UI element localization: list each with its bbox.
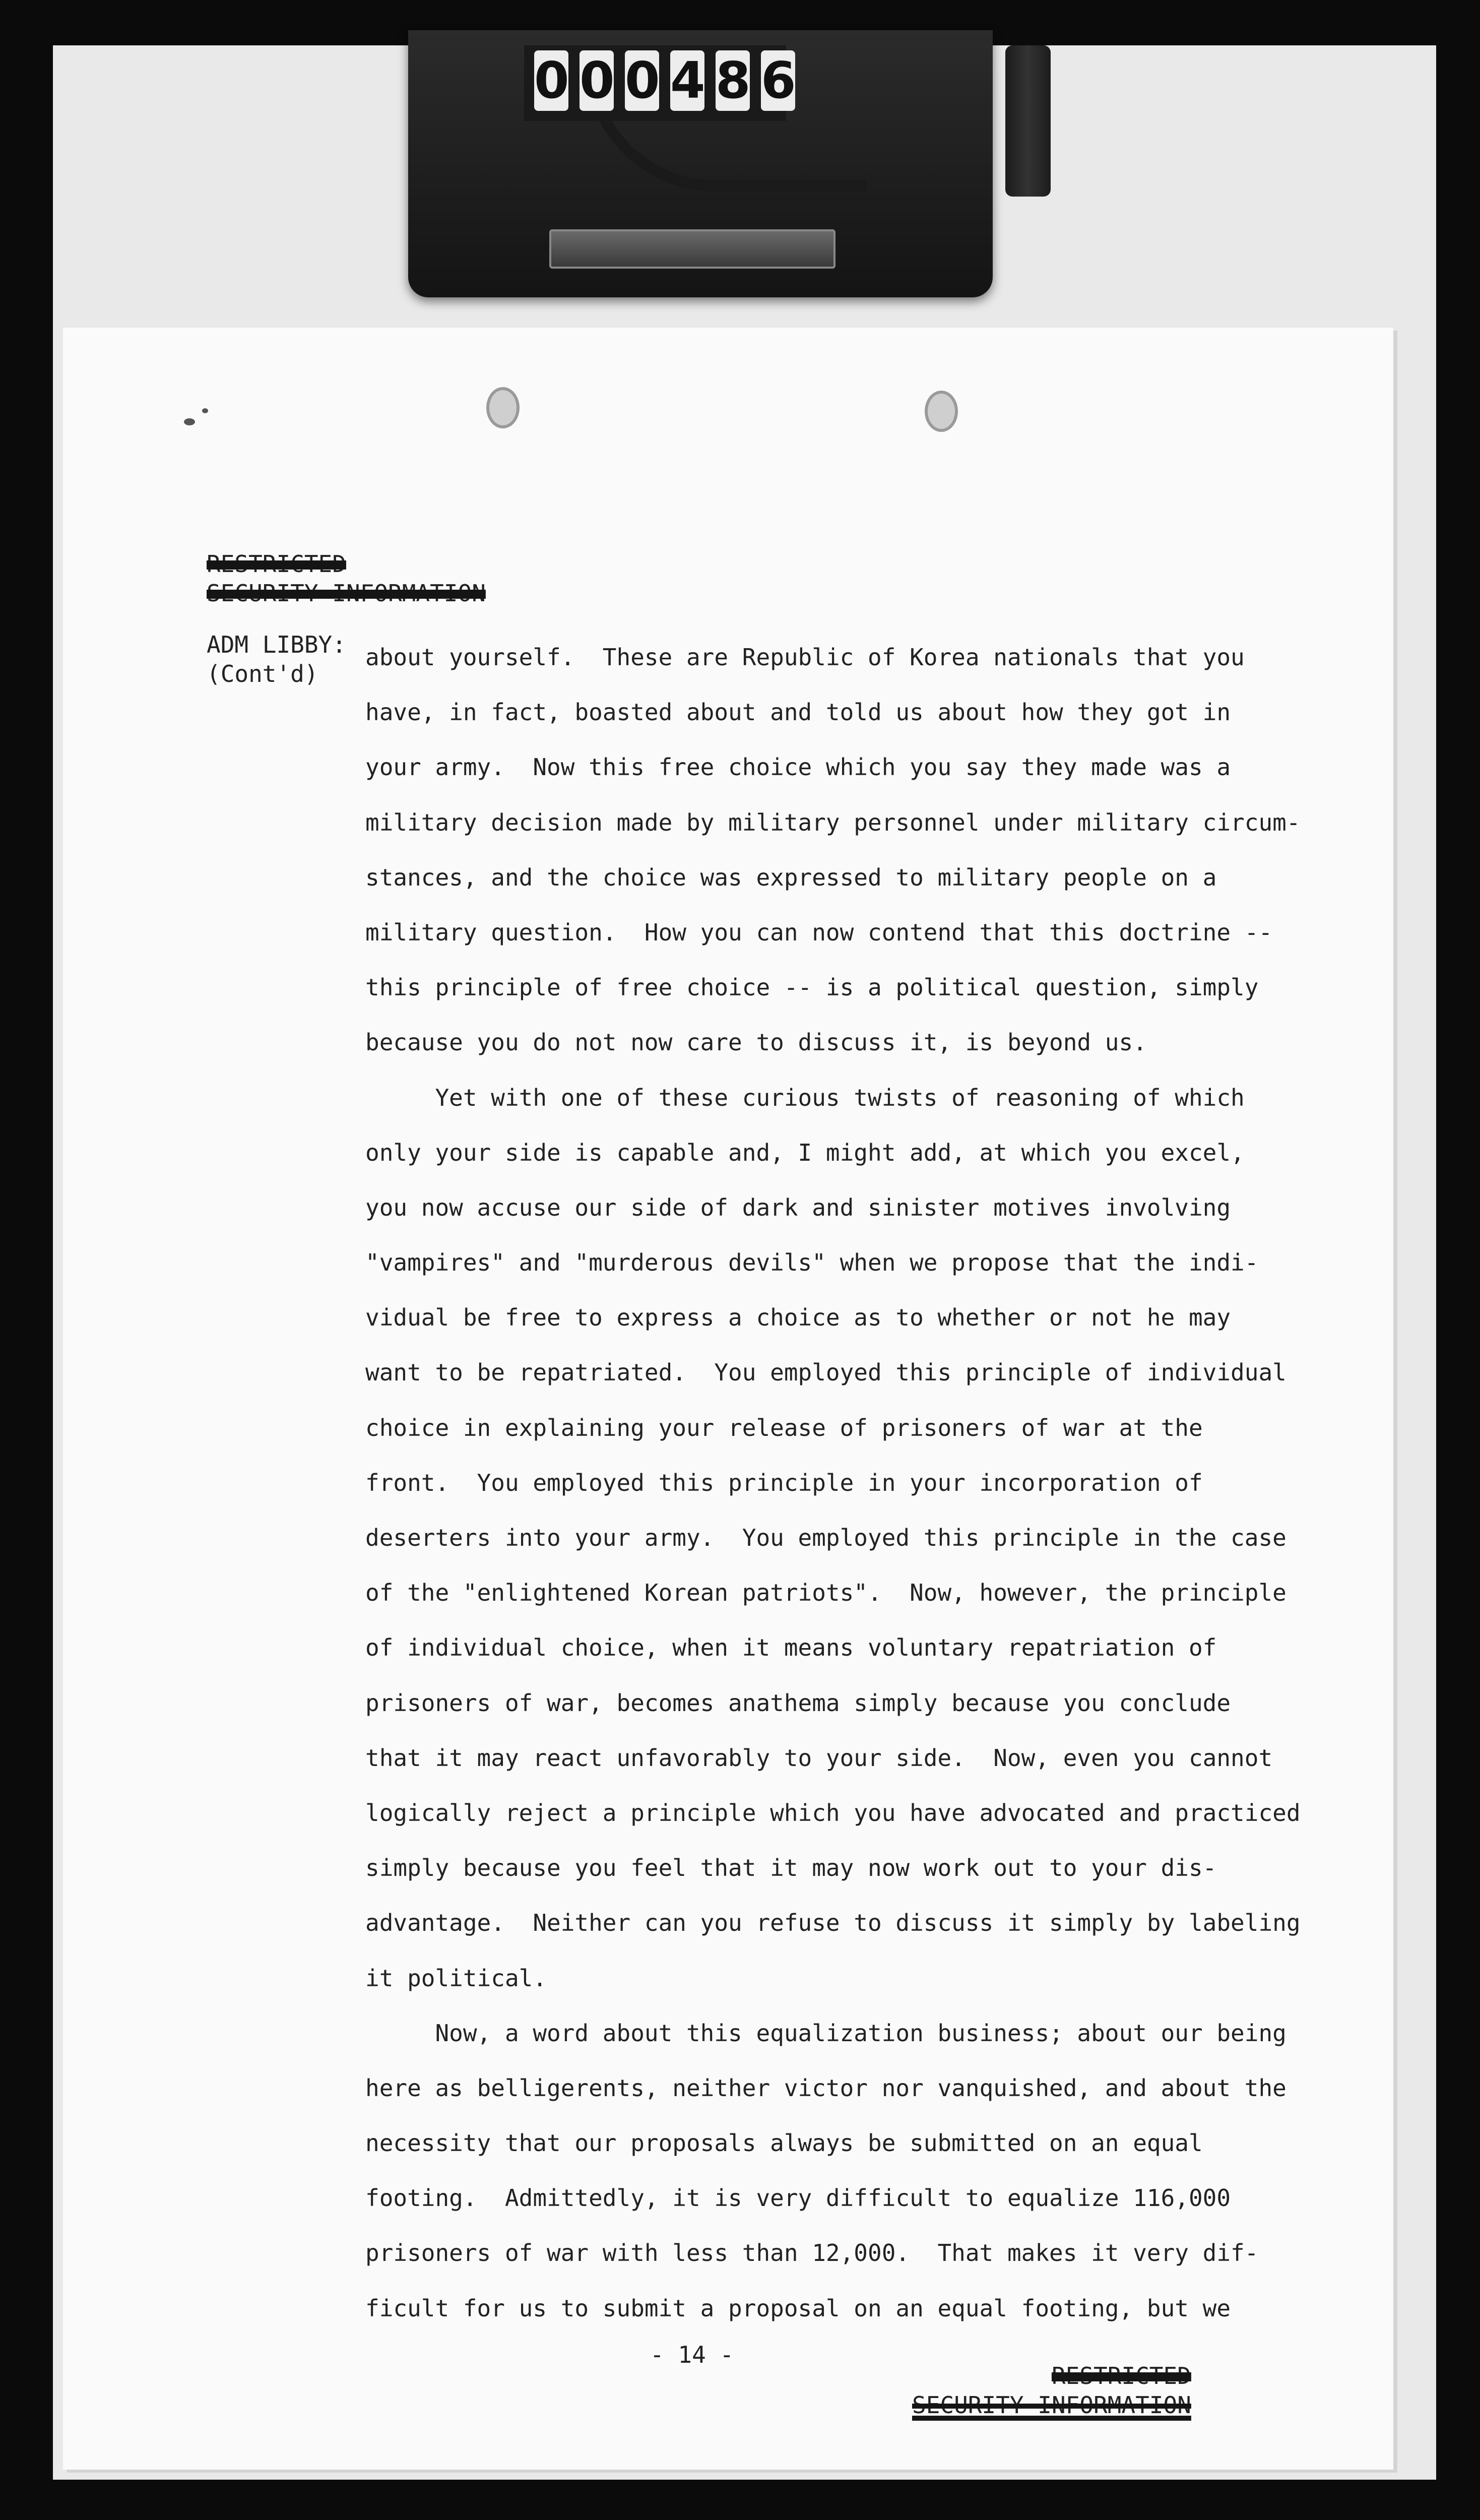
text-line: because you do not now care to discuss it, is beyond us. [365,1029,1147,1056]
text-line: want to be repatriated. You employed this principle of individual [365,1359,1286,1387]
classification-line: RESTRICTED [1051,2362,1191,2389]
text-line: prisoners of war, becomes anathema simply because you conclude [365,1689,1231,1717]
counter-knob [1005,45,1051,197]
text-line: you now accuse our side of dark and sinister motives involving [365,1193,1231,1221]
classification-line: SECURITY INFORMATION [207,580,486,607]
document-page [63,328,1393,2470]
text-line: about yourself. These are Republic of Korea nationals that you [365,644,1245,671]
counter-window [524,45,796,121]
text-line: Yet with one of these curious twists of reasoning of which [365,1084,1245,1111]
page-number: - 14 - [650,2341,734,2368]
text-line: advantage. Neither can you refuse to discuss it simply by labeling [365,1909,1301,1937]
text-line: deserters into your army. You employed this principle in the case [365,1524,1286,1551]
counter-plate [549,229,835,269]
text-line: it political. [365,1964,547,1992]
text-line: of individual choice, when it means voluntary repatriation of [365,1634,1217,1662]
text-line: Now, a word about this equalization business; about our being [365,2019,1286,2047]
punch-hole [486,387,520,428]
text-line: vidual be free to express a choice as to whether or not he may [365,1304,1231,1332]
text-line: ficult for us to submit a proposal on an equal footing, but we [365,2294,1231,2322]
punch-hole [925,391,958,432]
text-line: military decision made by military personnel under military circum- [365,808,1301,836]
text-line: "vampires" and "murderous devils" when we propose that the indi- [365,1249,1259,1277]
text-line: your army. Now this free choice which you say they made was a [365,753,1231,781]
text-line: simply because you feel that it may now work out to your dis- [365,1854,1217,1882]
classification-line: RESTRICTED [207,550,346,578]
text-line: this principle of free choice -- is a political question, simply [365,974,1259,1001]
classification-footer [912,2361,1191,2420]
speck [184,418,195,425]
counter-digit: 0 [534,51,569,110]
text-line: choice in explaining your release of prisoners of war at the [365,1414,1203,1441]
text-line: of the "enlightened Korean patriots". Now, however, the principle [365,1579,1286,1607]
frame-counter [408,30,993,297]
body-text [365,630,1353,2336]
text-line: military question. How you can now contend that this doctrine -- [365,918,1273,946]
text-line: only your side is capable and, I might add, at which you excel, [365,1139,1245,1166]
text-line: have, in fact, boasted about and told us about how they got in [365,699,1231,726]
text-line: necessity that our proposals always be submitted on an equal [365,2129,1203,2157]
text-line: that it may react unfavorably to your side. Now, even you cannot [365,1744,1273,1772]
text-line: footing. Admittedly, it is very difficult to equalize 116,000 [365,2184,1231,2212]
text-line: front. You employed this principle in your incorporation of [365,1469,1203,1496]
counter-digit: 6 [761,51,796,110]
speck [202,408,208,413]
counter-digit: 0 [625,51,660,110]
counter-digit: 0 [580,51,615,110]
counter-digit: 4 [670,51,705,110]
text-line: logically reject a principle which you have advocated and practiced [365,1799,1301,1826]
speaker-label: ADM LIBBY: (Cont'd) [207,631,346,687]
film-specks [184,408,214,428]
classification-line: SECURITY INFORMATION [912,2391,1191,2419]
text-line: stances, and the choice was expressed to military people on a [365,863,1217,891]
text-line: here as belligerents, neither victor nor vanquished, and about the [365,2074,1286,2102]
text-line: prisoners of war with less than 12,000. That makes it very dif- [365,2239,1259,2267]
classification-header [207,549,486,608]
counter-digit: 8 [716,51,751,110]
